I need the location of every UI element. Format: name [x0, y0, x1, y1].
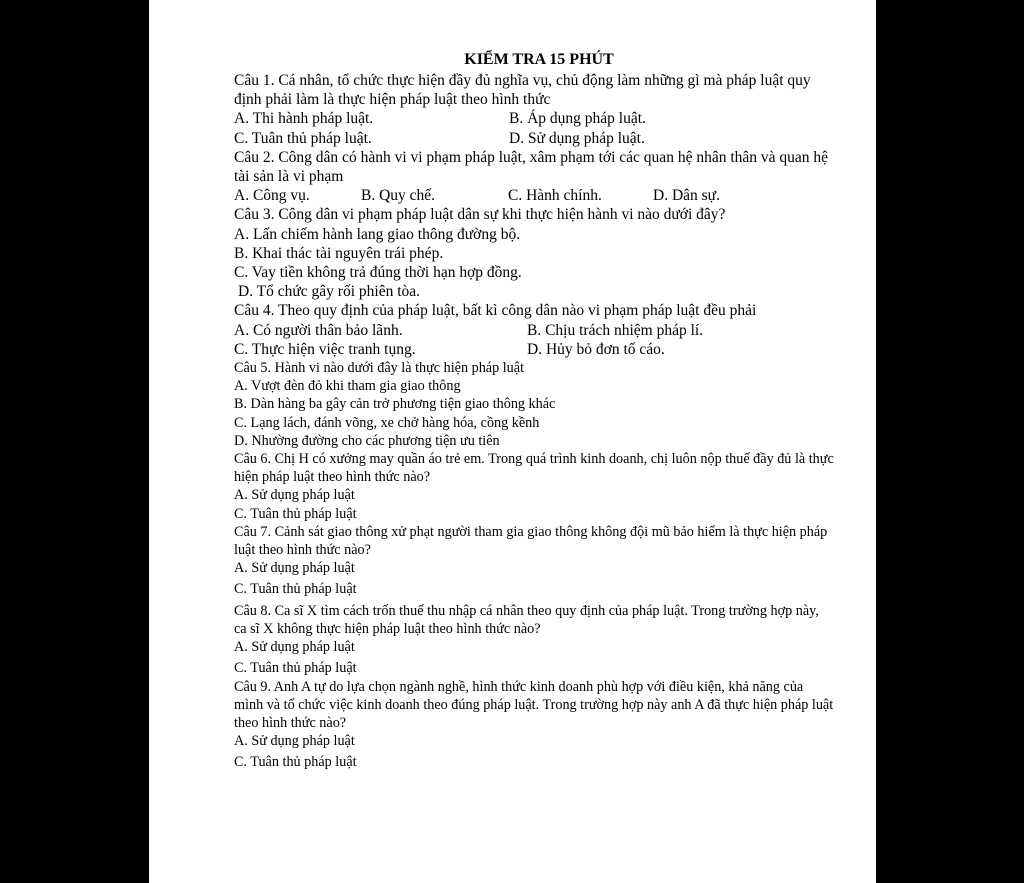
- question-text: Câu 7. Cảnh sát giao thông xử phạt người tham gia giao thông không đội mũ bảo hiểm là thực hiện pháp luật theo hình thức nào?: [234, 523, 828, 559]
- answer-a: A. Vượt đèn đỏ khi tham gia giao thông: [234, 378, 461, 395]
- answer-a: A. Công vụ.: [234, 187, 310, 205]
- answer-row: [234, 129, 834, 148]
- question-3: [234, 205, 834, 301]
- answer-c: C. Tuân thủ pháp luật: [234, 505, 357, 522]
- answer-c: C. Vay tiền không trả đúng thời hạn hợp đồng.: [234, 264, 522, 282]
- question-text: Câu 4. Theo quy định của pháp luật, bất kì công dân nào vi phạm pháp luật đều phải: [234, 302, 757, 320]
- answer-c: C. Hành chính.: [508, 187, 602, 205]
- answer-c: C. Tuân thủ pháp luật: [234, 754, 357, 771]
- answer-a: A. Lấn chiếm hành lang giao thông đường bộ.: [234, 225, 521, 243]
- question-2: [234, 148, 834, 206]
- question-1: [234, 71, 834, 148]
- answer-c: C. Lạng lách, đánh võng, xe chở hàng hóa, cồng kềnh: [234, 414, 540, 431]
- question-8: [234, 602, 834, 678]
- question-text: Câu 1. Cá nhân, tổ chức thực hiện đầy đủ nghĩa vụ, chủ động làm những gì mà pháp luật quy định phải làm là thực hiện pháp luật theo hình thức: [234, 72, 811, 109]
- question-4: [234, 301, 834, 359]
- answer-a: A. Sử dụng pháp luật: [234, 487, 355, 504]
- question-text: Câu 9. Anh A tự do lựa chọn ngành nghề, hình thức kinh doanh phù hợp với điều kiện, khả năng của mình và tổ chức việc kinh doanh theo đúng pháp luật. Trong trường hợp này anh A đã thực hiện pháp luật theo hình thức nào?: [234, 678, 834, 731]
- answer-a: A. Thi hành pháp luật.: [234, 110, 374, 128]
- question-5: [234, 359, 834, 450]
- question-7: [234, 523, 834, 599]
- page-title: KIỂM TRA 15 PHÚT: [464, 51, 614, 68]
- question-text: Câu 2. Công dân có hành vi vi phạm pháp luật, xâm phạm tới các quan hệ nhân thân và quan hệ tài sản là vi phạm: [234, 148, 829, 186]
- answer-c: C. Tuân thủ pháp luật: [234, 660, 357, 677]
- answer-c: C. Tuân thủ pháp luật.: [234, 129, 372, 147]
- answer-a: A. Sử dụng pháp luật: [234, 560, 355, 577]
- document-content: [234, 50, 834, 772]
- answer-a: A. Sử dụng pháp luật: [234, 733, 355, 750]
- question-text: Câu 3. Công dân vi phạm pháp luật dân sự khi thực hiện hành vi nào dưới đây?: [234, 206, 726, 224]
- answer-row: [234, 109, 834, 128]
- question-6: [234, 450, 834, 523]
- answer-c: C. Thực hiện việc tranh tụng.: [234, 340, 416, 358]
- question-text: Câu 5. Hành vi nào dưới đây là thực hiện pháp luật: [234, 360, 525, 377]
- answer-b: B. Áp dụng pháp luật.: [509, 110, 646, 128]
- document-page: [149, 0, 876, 883]
- question-9: [234, 678, 834, 772]
- answer-d: D. Tổ chức gây rối phiên tòa.: [238, 283, 421, 301]
- answer-row: [234, 340, 834, 359]
- answer-d: D. Nhường đường cho các phương tiện ưu tiên: [234, 432, 500, 449]
- answer-d: D. Dân sự.: [653, 187, 720, 205]
- question-text: Câu 6. Chị H có xưởng may quần áo trẻ em. Trong quá trình kinh doanh, chị luôn nộp thuế đầy đủ là thực hiện pháp luật theo hình thức nào?: [234, 451, 834, 486]
- answer-b: B. Dàn hàng ba gây cản trở phương tiện giao thông khác: [234, 396, 556, 413]
- answer-d: D. Hủy bỏ đơn tố cáo.: [527, 340, 665, 358]
- answer-row: [234, 186, 834, 205]
- answer-d: D. Sử dụng pháp luật.: [509, 129, 645, 147]
- answer-b: B. Chịu trách nhiệm pháp lí.: [527, 321, 704, 339]
- answer-a: A. Có người thân bảo lãnh.: [234, 321, 403, 339]
- question-text: Câu 8. Ca sĩ X tìm cách trốn thuế thu nhập cá nhân theo quy định của pháp luật. Trong trường hợp này, ca sĩ X không thực hiện pháp luật theo hình thức nào?: [234, 602, 819, 637]
- answer-b: B. Quy chế.: [361, 187, 436, 205]
- answer-c: C. Tuân thủ pháp luật: [234, 581, 357, 598]
- answer-row: [234, 321, 834, 340]
- answer-b: B. Khai thác tài nguyên trái phép.: [234, 244, 444, 262]
- answer-a: A. Sử dụng pháp luật: [234, 639, 355, 656]
